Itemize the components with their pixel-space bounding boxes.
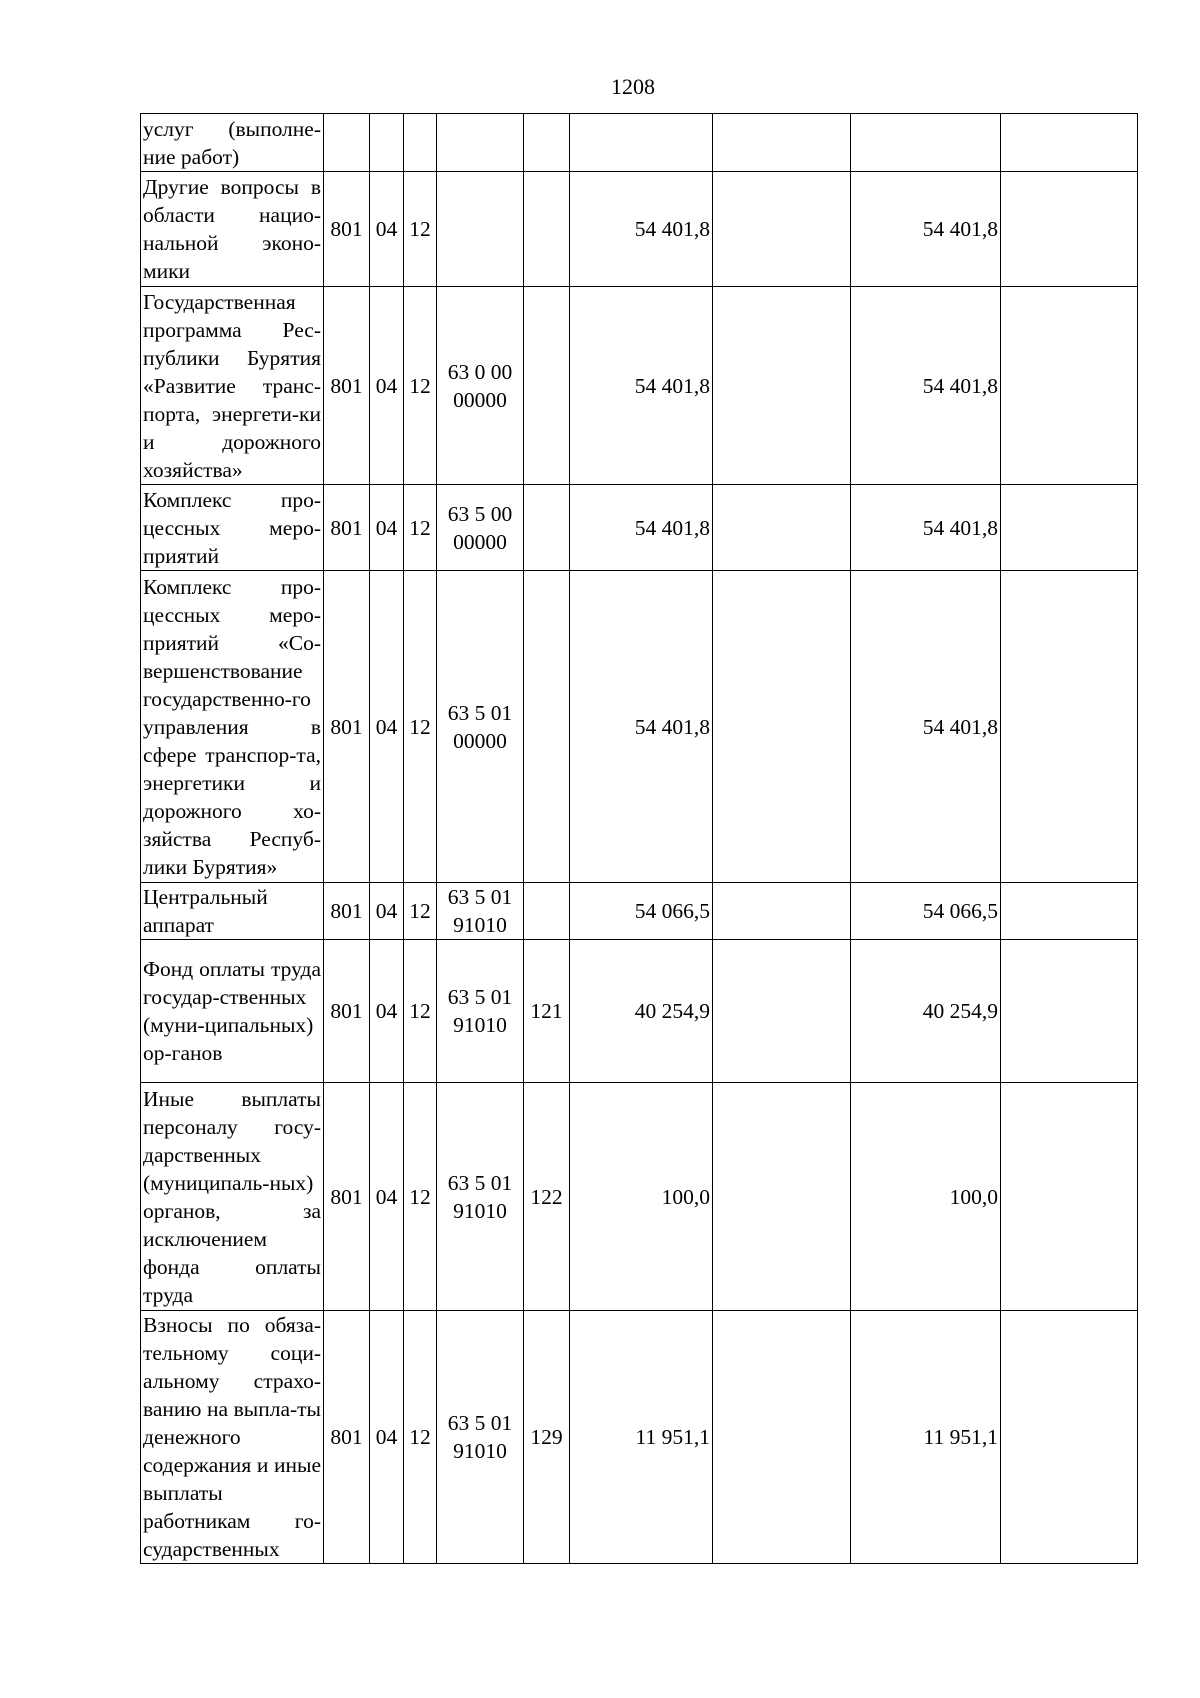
amount-col4-cell <box>1001 940 1138 1083</box>
row-name-cell: Комплекс про-цессных меро-приятий «Со-вершенствование государственно-го управления в сфере транспор-та, энергетики и дорожного хо-зяйства Респуб-лики Бурятия» <box>141 571 324 883</box>
section-code-cell: 04 <box>370 287 404 485</box>
ministry-code-cell: 801 <box>324 1083 370 1311</box>
target-article-cell <box>437 287 524 485</box>
table-row <box>141 883 1138 940</box>
table-row <box>141 485 1138 571</box>
amount-col2-cell <box>713 1083 851 1311</box>
amount-col3-cell: 11 951,1 <box>851 1311 1001 1564</box>
table-row <box>141 1311 1138 1564</box>
table-row <box>141 172 1138 287</box>
row-name-cell: Иные выплаты персоналу госу-дарственных (муниципаль-ных) органов, за исключением фонда оплаты труда <box>141 1083 324 1311</box>
amount-col2-cell <box>713 940 851 1083</box>
target-article-line: 91010 <box>453 1439 507 1463</box>
amount-col2-cell <box>713 571 851 883</box>
target-article-cell <box>437 940 524 1083</box>
target-article-cell <box>437 1083 524 1311</box>
target-article-cell <box>437 114 524 172</box>
ministry-code-cell: 801 <box>324 287 370 485</box>
amount-col3-cell: 40 254,9 <box>851 940 1001 1083</box>
amount-total-cell: 54 401,8 <box>570 172 713 287</box>
amount-col4-cell <box>1001 571 1138 883</box>
row-name-cell: Взносы по обяза-тельному соци-альному страхо-ванию на выпла-ты денежного содержания и иные выплаты работникам го-сударственных <box>141 1311 324 1564</box>
table-row <box>141 287 1138 485</box>
target-article-cell <box>437 172 524 287</box>
table-row <box>141 114 1138 172</box>
amount-col3-cell <box>851 114 1001 172</box>
expense-type-cell: 121 <box>524 940 570 1083</box>
amount-col4-cell <box>1001 114 1138 172</box>
amount-total-cell <box>570 114 713 172</box>
ministry-code-cell: 801 <box>324 172 370 287</box>
target-article-cell <box>437 1311 524 1564</box>
target-article-line: 91010 <box>453 1198 507 1223</box>
ministry-code-cell: 801 <box>324 1311 370 1564</box>
table-row <box>141 1083 1138 1311</box>
table-row <box>141 940 1138 1083</box>
subsection-code-cell: 12 <box>404 172 437 287</box>
target-article-line: 00000 <box>453 387 507 412</box>
amount-col4-cell <box>1001 1083 1138 1311</box>
amount-total-cell: 54 401,8 <box>570 287 713 485</box>
target-article-line: 91010 <box>453 913 507 937</box>
target-article-line: 00000 <box>453 529 507 554</box>
section-code-cell: 04 <box>370 940 404 1083</box>
amount-col3-cell: 100,0 <box>851 1083 1001 1311</box>
expense-type-cell: 129 <box>524 1311 570 1564</box>
target-article-line: 63 5 00 <box>447 501 513 526</box>
target-article-line: 63 5 01 <box>447 1170 513 1195</box>
row-name-cell: Другие вопросы в области нацио-нальной эконо-мики <box>141 172 324 287</box>
expense-type-cell <box>524 883 570 940</box>
expense-type-cell <box>524 287 570 485</box>
amount-col4-cell <box>1001 1311 1138 1564</box>
amount-col2-cell <box>713 114 851 172</box>
amount-total-cell: 54 066,5 <box>570 883 713 940</box>
subsection-code-cell: 12 <box>404 1311 437 1564</box>
row-name-cell: Комплекс про-цессных меро-приятий <box>141 485 324 571</box>
section-code-cell: 04 <box>370 172 404 287</box>
amount-col3-cell: 54 066,5 <box>851 883 1001 940</box>
ministry-code-cell: 801 <box>324 940 370 1083</box>
amount-col2-cell <box>713 883 851 940</box>
expense-type-cell <box>524 172 570 287</box>
ministry-code-cell: 801 <box>324 571 370 883</box>
amount-col4-cell <box>1001 287 1138 485</box>
amount-total-cell: 100,0 <box>570 1083 713 1311</box>
subsection-code-cell: 12 <box>404 883 437 940</box>
amount-col3-cell: 54 401,8 <box>851 287 1001 485</box>
amount-total-cell: 40 254,9 <box>570 940 713 1083</box>
amount-total-cell: 11 951,1 <box>570 1311 713 1564</box>
target-article-line: 63 5 01 <box>447 985 513 1009</box>
target-article-line: 63 5 01 <box>447 700 513 725</box>
expense-type-cell <box>524 485 570 571</box>
target-article-line: 91010 <box>453 1013 507 1037</box>
amount-col3-cell: 54 401,8 <box>851 172 1001 287</box>
section-code-cell: 04 <box>370 485 404 571</box>
section-code-cell: 04 <box>370 883 404 940</box>
table-row <box>141 571 1138 883</box>
amount-col3-cell: 54 401,8 <box>851 571 1001 883</box>
target-article-cell <box>437 485 524 571</box>
subsection-code-cell: 12 <box>404 287 437 485</box>
amount-col2-cell <box>713 287 851 485</box>
target-article-cell <box>437 883 524 940</box>
expense-type-cell <box>524 114 570 172</box>
target-article-line: 63 5 01 <box>447 885 513 909</box>
section-code-cell <box>370 114 404 172</box>
amount-col4-cell <box>1001 172 1138 287</box>
amount-col4-cell <box>1001 485 1138 571</box>
amount-total-cell: 54 401,8 <box>570 571 713 883</box>
subsection-code-cell: 12 <box>404 485 437 571</box>
subsection-code-cell: 12 <box>404 1083 437 1311</box>
subsection-code-cell: 12 <box>404 571 437 883</box>
expense-type-cell: 122 <box>524 1083 570 1311</box>
ministry-code-cell: 801 <box>324 883 370 940</box>
row-name-cell: Государственная программа Рес-публики Бурятия «Развитие транс-порта, энергети-ки и дорожного хозяйства» <box>141 287 324 485</box>
subsection-code-cell <box>404 114 437 172</box>
amount-col2-cell <box>713 172 851 287</box>
row-name-cell: услуг (выполне-ние работ) <box>141 114 324 172</box>
amount-total-cell: 54 401,8 <box>570 485 713 571</box>
ministry-code-cell <box>324 114 370 172</box>
target-article-line: 00000 <box>453 728 507 753</box>
section-code-cell: 04 <box>370 571 404 883</box>
section-code-cell: 04 <box>370 1311 404 1564</box>
page-number: 1208 <box>611 74 655 99</box>
row-name-cell: Фонд оплаты труда государ-ственных (муни-ципальных) ор-ганов <box>141 940 324 1083</box>
amount-col2-cell <box>713 1311 851 1564</box>
amount-col3-cell: 54 401,8 <box>851 485 1001 571</box>
expense-type-cell <box>524 571 570 883</box>
subsection-code-cell: 12 <box>404 940 437 1083</box>
target-article-line: 63 0 00 <box>447 359 513 384</box>
target-article-line: 63 5 01 <box>447 1411 513 1435</box>
target-article-cell <box>437 571 524 883</box>
budget-table <box>140 113 1138 1564</box>
amount-col4-cell <box>1001 883 1138 940</box>
section-code-cell: 04 <box>370 1083 404 1311</box>
amount-col2-cell <box>713 485 851 571</box>
ministry-code-cell: 801 <box>324 485 370 571</box>
row-name-cell: Центральный аппарат <box>141 883 324 940</box>
